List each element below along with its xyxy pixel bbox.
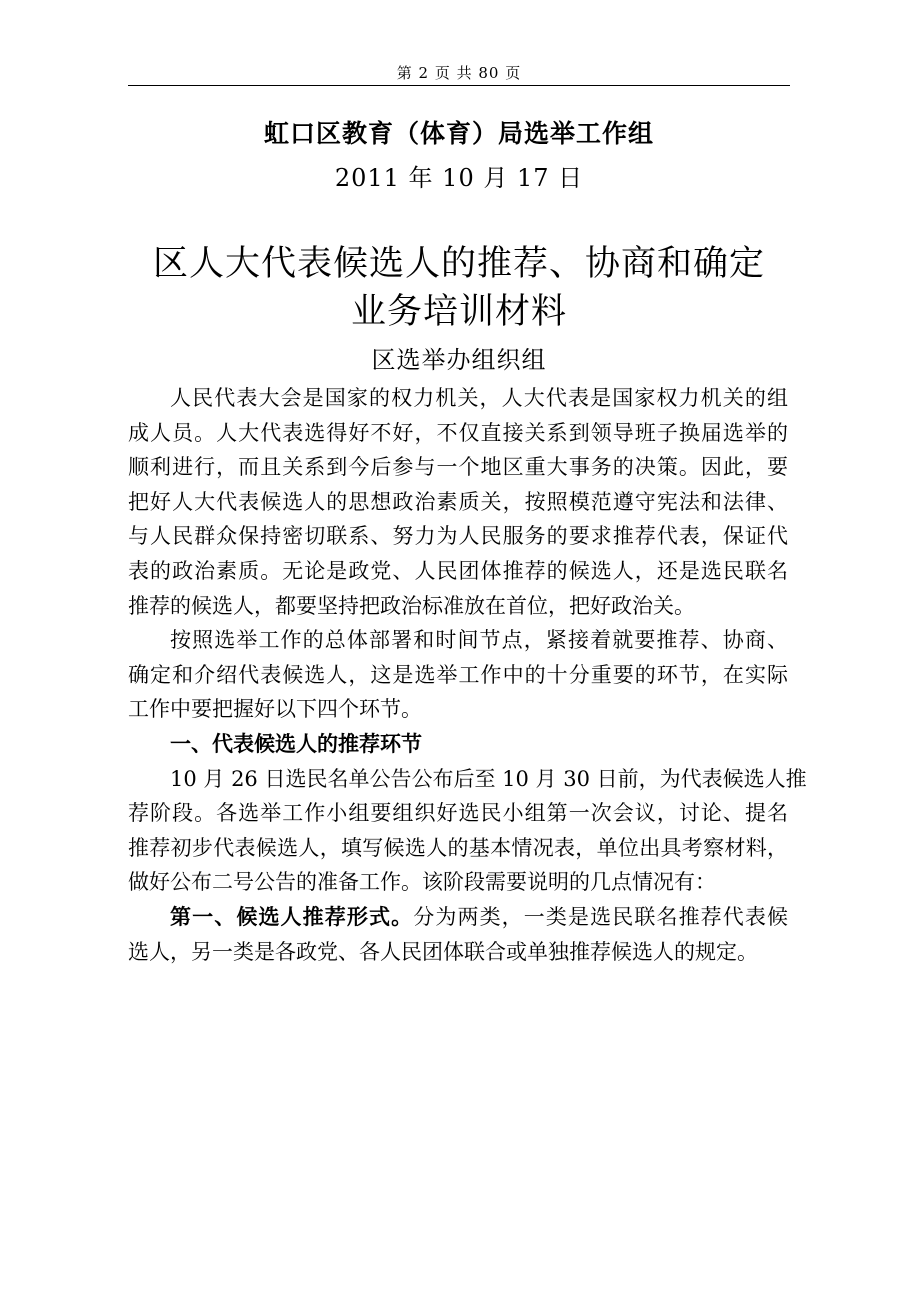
- paragraph-line: 推荐初步代表候选人，填写候选人的基本情况表，单位出具考察材料，: [128, 835, 788, 860]
- paragraph-line: 推荐的候选人，都要坚持把政治标准放在首位，把好政治关。: [128, 593, 695, 618]
- paragraph-line: 表的政治素质。无论是政党、人民团体推荐的候选人，还是选民联名: [128, 558, 788, 583]
- paragraph-line: 选人，另一类是各政党、各人民团体联合或单独推荐候选人的规定。: [128, 939, 758, 964]
- paragraph-1: [128, 381, 788, 623]
- document-title-line-1: 区人大代表候选人的推荐、协商和确定: [152, 244, 765, 284]
- document-date: 2011 年 10 月 17 日: [334, 164, 584, 192]
- paragraph-line: 把好人大代表候选人的思想政治素质关，按照模范遵守宪法和法律、: [128, 489, 788, 514]
- paragraph-line: 荐阶段。各选举工作小组要组织好选民小组第一次会议，讨论、提名: [128, 801, 788, 826]
- paragraph-3: [128, 762, 807, 900]
- paragraph-line: 工作中要把握好以下四个环节。: [128, 697, 422, 722]
- document-subtitle: 区选举办组织组: [371, 346, 547, 374]
- paragraph-line: [128, 900, 788, 935]
- paragraph-line: 做好公布二号公告的准备工作。该阶段需要说明的几点情况有：: [128, 870, 716, 895]
- paragraph-line: 人民代表大会是国家的权力机关，人大代表是国家权力机关的组: [170, 386, 788, 410]
- paragraph-line: 10 月 26 日选民名单公告公布后至 10 月 30 日前，为代表候选人推: [170, 766, 807, 791]
- document-body: [128, 381, 807, 969]
- page-header: 第 2 页 共 80 页: [396, 64, 522, 82]
- lead-rest: 分为两类，一类是选民联名推荐代表候: [413, 904, 789, 929]
- organization-name: 虹口区教育（体育）局选举工作组: [263, 119, 654, 148]
- paragraph-line: 顺利进行，而且关系到今后参与一个地区重大事务的决策。因此，要: [128, 455, 788, 480]
- header-rule: [128, 85, 790, 86]
- section-heading: 一、代表候选人的推荐环节: [170, 730, 422, 756]
- bold-lead: 第一、候选人推荐形式。: [170, 903, 414, 929]
- paragraph-line: 与人民群众保持密切联系、努力为人民服务的要求推荐代表，保证代: [128, 524, 788, 549]
- paragraph-4: [128, 900, 788, 969]
- section-heading-1: [128, 727, 788, 762]
- document-title-line-2: 业务培训材料: [350, 292, 567, 332]
- paragraph-2: [128, 623, 788, 727]
- paragraph-line: 确定和介绍代表候选人，这是选举工作中的十分重要的环节，在实际: [128, 662, 788, 687]
- paragraph-line: 成人员。人大代表选得好不好，不仅直接关系到领导班子换届选举的: [128, 420, 788, 445]
- paragraph-line: 按照选举工作的总体部署和时间节点，紧接着就要推荐、协商、: [170, 628, 788, 653]
